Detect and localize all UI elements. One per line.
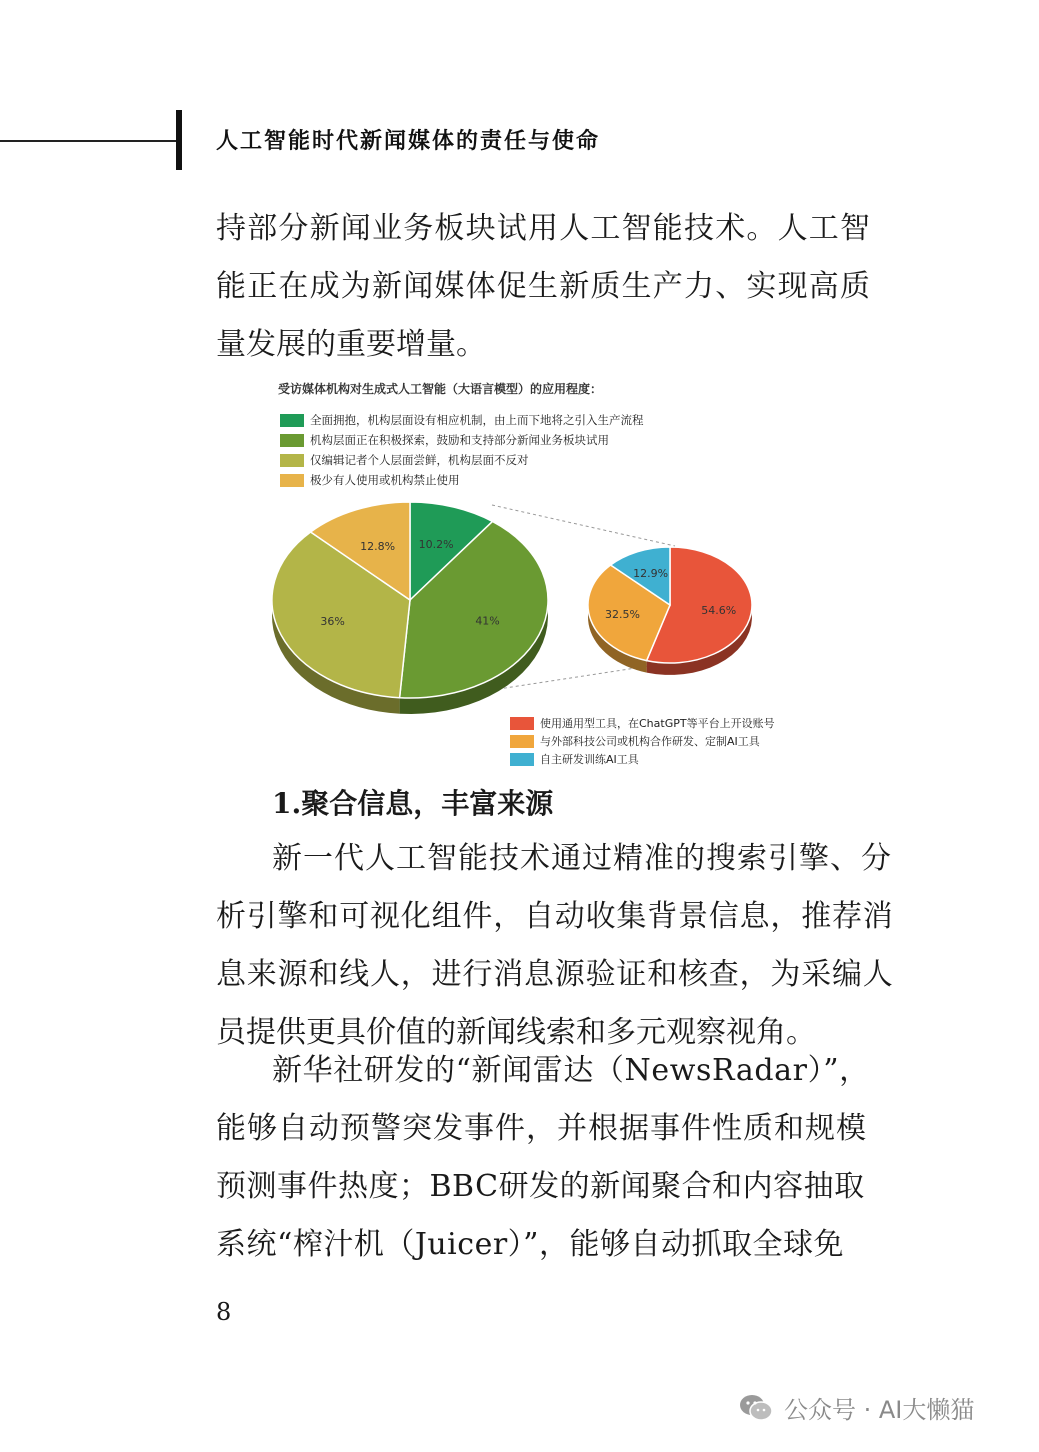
legend-label: 自主研发训练AI工具 (540, 753, 639, 766)
legend-swatch (510, 717, 534, 730)
slice-label: 32.5% (604, 607, 640, 621)
legend-bottom (510, 714, 775, 768)
text-line: 系统“榨汁机（Juicer）”，能够自动抓取全球免 (216, 1227, 845, 1262)
figure-title: 受访媒体机构对生成式人工智能（大语言模型）的应用程度： (278, 382, 603, 396)
slice-label: 12.9% (633, 567, 669, 581)
slice-label: 12.8% (360, 539, 396, 553)
text-line: 息来源和线人，进行消息源验证和核查，为采编人 (216, 957, 894, 992)
legend-item (280, 470, 644, 490)
slice-label: 41% (475, 614, 500, 628)
text-line: 新华社研发的“新闻雷达（NewsRadar）”， (272, 1053, 870, 1088)
wechat-icon (738, 1392, 774, 1424)
legend-label: 机构层面正在积极探索，鼓励和支持部分新闻业务板块试用 (310, 433, 609, 447)
legend-top (280, 410, 644, 490)
watermark (738, 1390, 974, 1425)
page-number: 8 (216, 1298, 232, 1326)
pie-chart-figure (270, 380, 790, 770)
body-paragraph-2 (216, 1042, 870, 1274)
body-paragraph-1 (216, 830, 894, 1062)
legend-label: 全面拥抱，机构层面设有相应机制，由上而下地将之引入生产流程 (310, 413, 644, 427)
legend-label: 极少有人使用或机构禁止使用 (310, 473, 460, 487)
header-bar (176, 110, 182, 170)
legend-item (280, 450, 644, 470)
intro-paragraph (216, 200, 872, 374)
slice-label: 36% (320, 614, 345, 628)
legend-label: 仅编辑记者个人层面尝鲜，机构层面不反对 (310, 453, 529, 467)
watermark-text: 公众号 · AI大懒猫 (784, 1396, 975, 1424)
legend-swatch (510, 753, 534, 766)
running-header-title: 人工智能时代新闻媒体的责任与使命 (216, 129, 601, 154)
legend-swatch (280, 474, 304, 487)
text-line: 员提供更具价值的新闻线索和多元观察视角。 (216, 1015, 816, 1050)
text-line: 能够自动预警突发事件，并根据事件性质和规模 (216, 1111, 867, 1146)
text-line: 量发展的重要增量。 (216, 327, 486, 362)
sub-pie-chart (588, 547, 752, 675)
slice-label: 54.6% (701, 604, 737, 618)
header-rule (0, 140, 176, 142)
legend-item (510, 714, 775, 732)
legend-swatch (510, 735, 534, 748)
legend-item (280, 410, 644, 430)
legend-item (510, 732, 775, 750)
text-line: 能正在成为新闻媒体促生新质生产力、实现高质 (216, 269, 872, 304)
text-line: 析引擎和可视化组件，自动收集背景信息，推荐消 (216, 899, 894, 934)
legend-swatch (280, 414, 304, 427)
legend-label: 使用通用型工具，在ChatGPT等平台上开设账号 (540, 717, 775, 730)
text-line: 持部分新闻业务板块试用人工智能技术。人工智 (216, 211, 872, 246)
slice-label: 10.2% (418, 538, 454, 552)
text-line: 新一代人工智能技术通过精准的搜索引擎、分 (272, 841, 892, 876)
legend-swatch (280, 454, 304, 467)
legend-item (280, 430, 644, 450)
section-heading: 1.聚合信息，丰富来源 (272, 787, 554, 820)
main-pie-chart (272, 502, 548, 714)
legend-swatch (280, 434, 304, 447)
legend-item (510, 750, 775, 768)
text-line: 预测事件热度；BBC研发的新闻聚合和内容抽取 (216, 1169, 865, 1204)
legend-label: 与外部科技公司或机构合作研发、定制AI工具 (540, 735, 760, 748)
